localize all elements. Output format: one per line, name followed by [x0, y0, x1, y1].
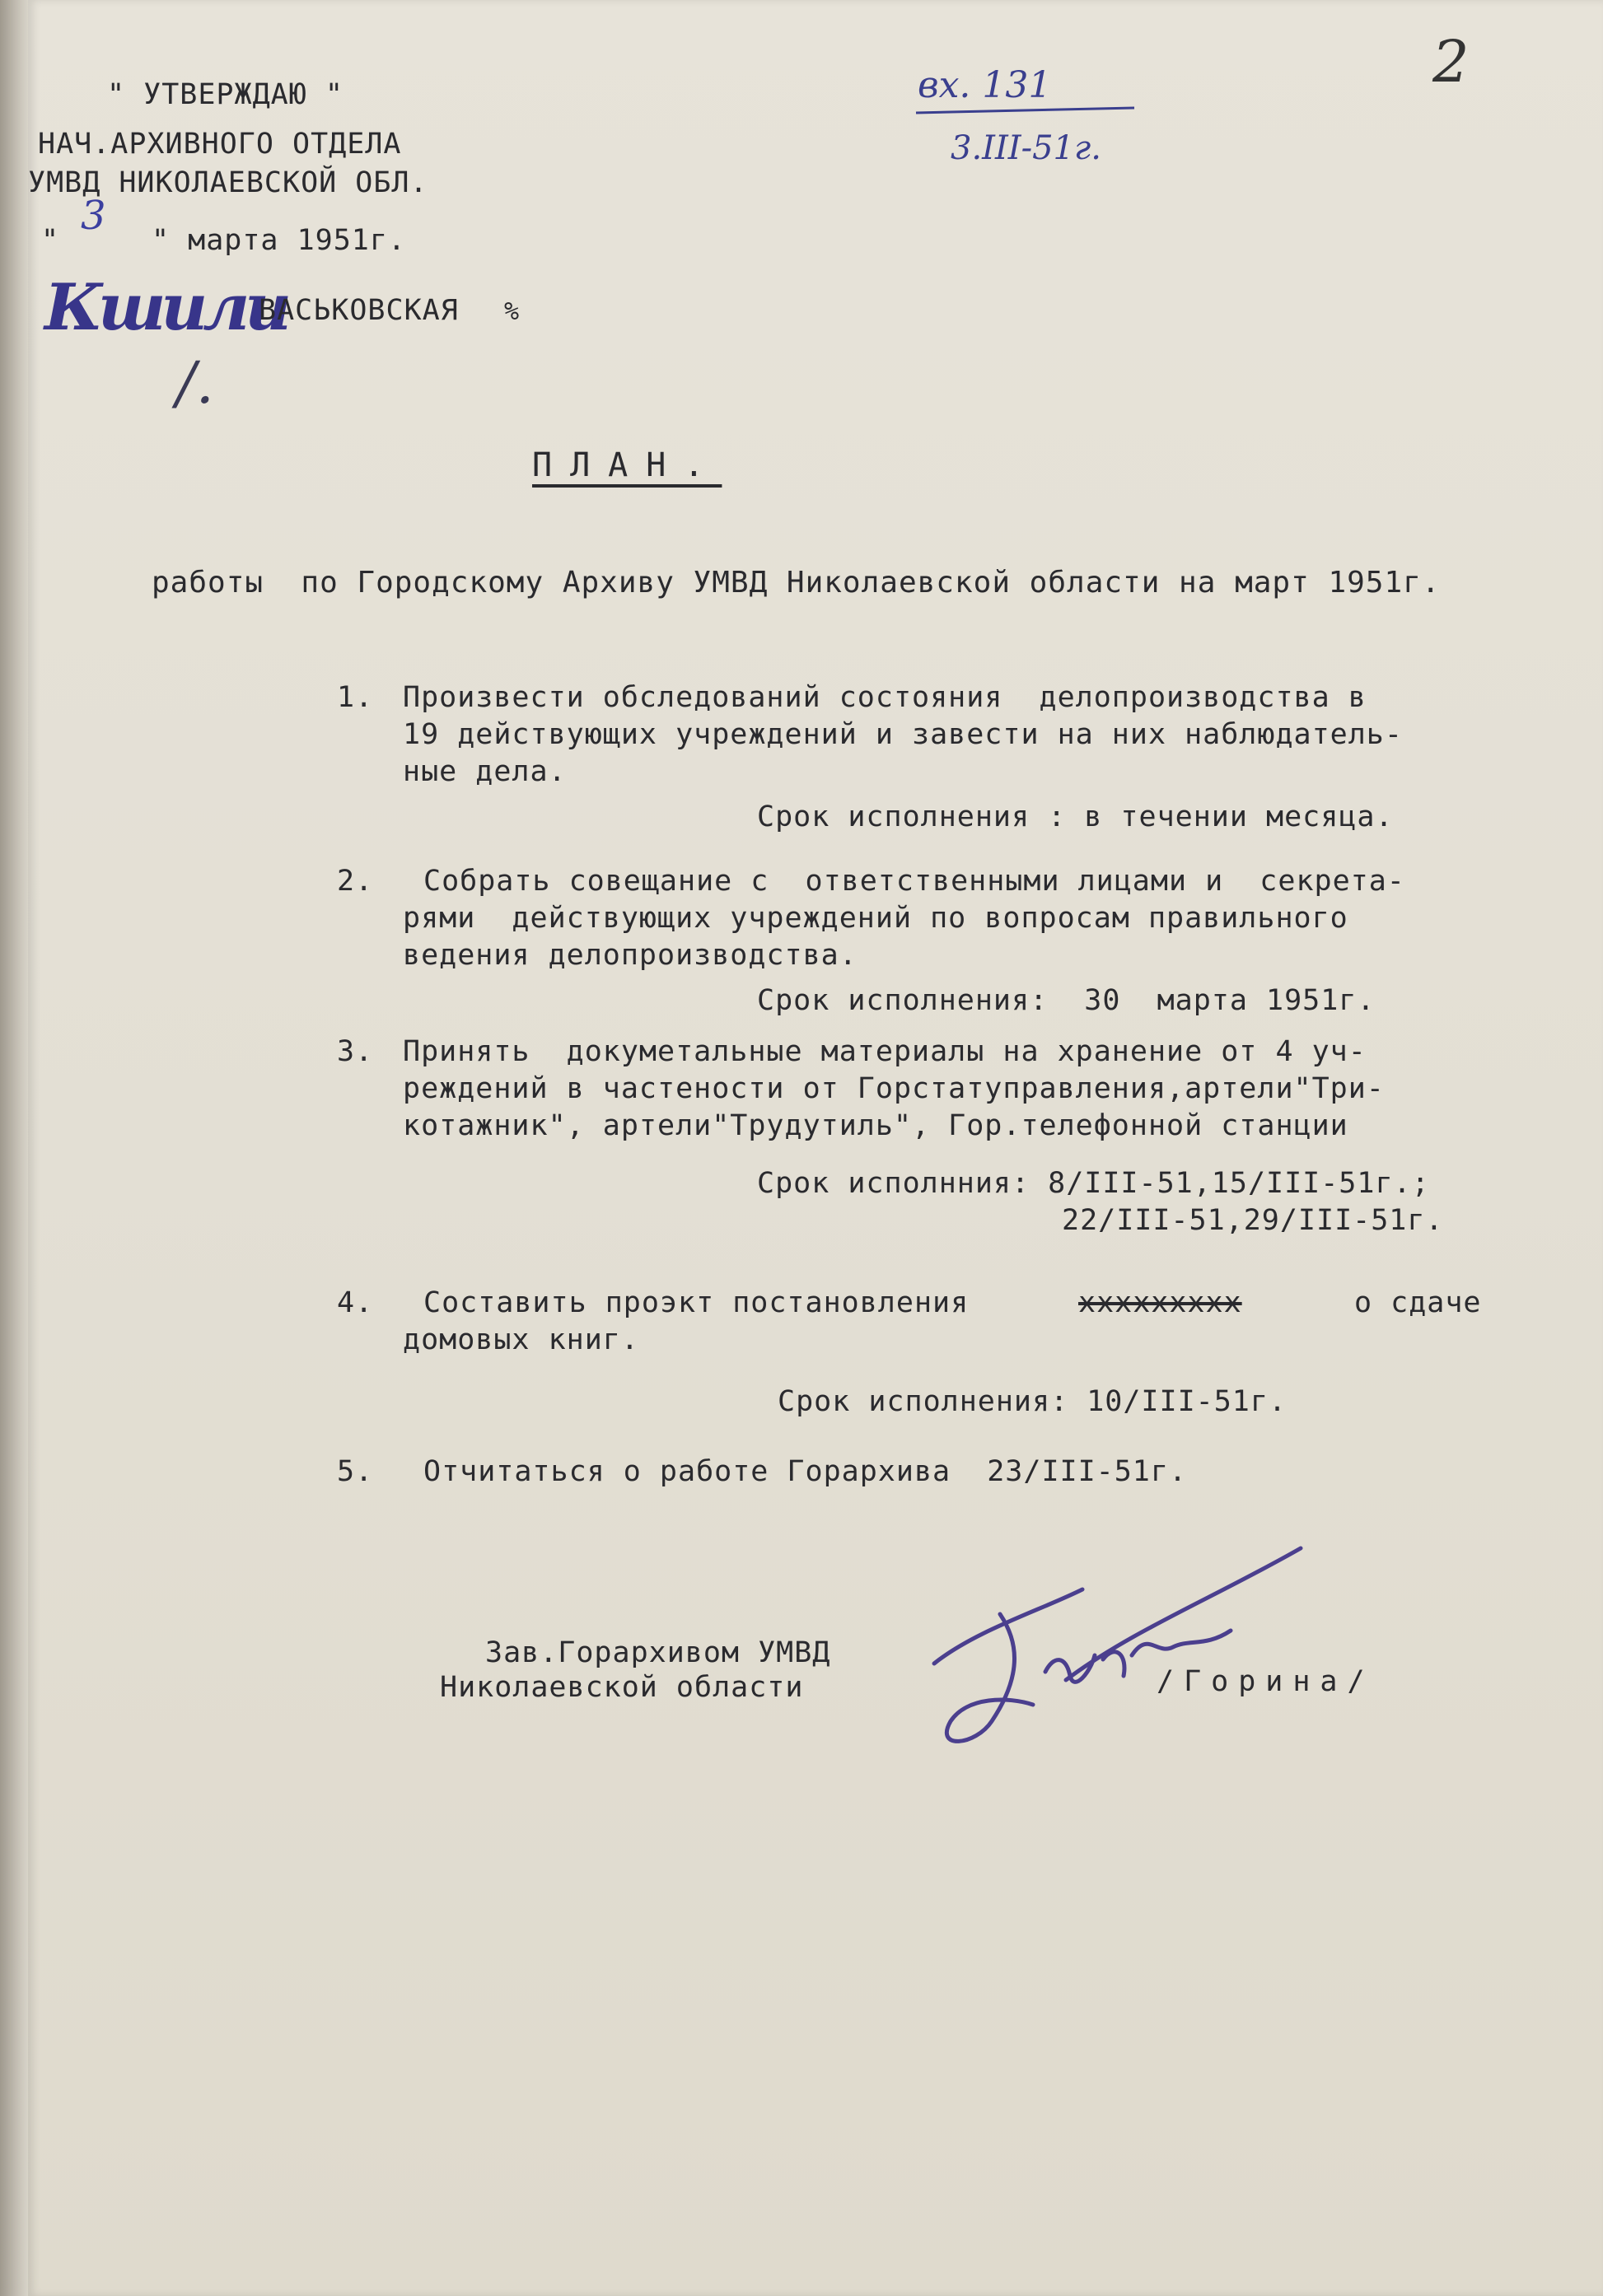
binding-edge: [0, 0, 28, 2296]
item-1-deadline: Срок исполнения : в течении месяца.: [757, 800, 1394, 833]
item-3-line-2: реждений в частености от Горстатуправления,артели"Три-: [403, 1072, 1385, 1105]
registration-date: 3.III-51г.: [951, 129, 1101, 167]
approval-date-rest: " марта 1951г.: [152, 224, 407, 257]
item-2-line-3: ведения делопроизводства.: [403, 939, 858, 972]
approval-header: " УТВЕРЖДАЮ ": [107, 78, 344, 111]
signature-position-line1: Зав.Горархивом УМВД: [485, 1636, 831, 1669]
item-5-number: 5.: [337, 1455, 374, 1488]
document-title: ПЛАН.: [532, 446, 722, 484]
approval-signature: Кшили: [44, 270, 287, 345]
item-4-struck-word: ххххххххх: [1078, 1286, 1242, 1319]
registration-underline: [916, 103, 1138, 119]
approval-signer-mark: %: [504, 297, 521, 326]
item-3-deadline-1: Срок исполнния: 8/III-51,15/III-51г.;: [757, 1167, 1430, 1200]
approval-signer-name: ВАСЬКОВСКАЯ: [259, 294, 459, 327]
item-2-deadline: Срок исполнения: 30 марта 1951г.: [757, 984, 1376, 1017]
approval-position-line1: НАЧ.АРХИВНОГО ОТДЕЛА: [38, 128, 402, 161]
item-2-number: 2.: [337, 865, 374, 898]
item-4-line-2: домовых книг.: [403, 1323, 639, 1356]
item-1-number: 1.: [337, 681, 374, 714]
registration-number: вх. 131: [918, 64, 1052, 106]
item-4-deadline: Срок исполнения: 10/III-51г.: [778, 1385, 1288, 1418]
item-1-line-1: Произвести обследований состояния делопроизводства в: [403, 681, 1367, 714]
item-4-line-1-end: о сдаче: [1354, 1286, 1482, 1319]
item-2-line-1: Собрать совещание с ответственными лицами и секрета-: [423, 865, 1405, 898]
item-3-number: 3.: [337, 1035, 374, 1068]
item-3-deadline-2: 22/III-51,29/III-51г.: [1062, 1204, 1444, 1237]
item-2-line-2: рями действующих учреждений по вопросам правильного: [403, 902, 1348, 935]
approval-position-line2: УМВД НИКОЛАЕВСКОЙ ОБЛ.: [28, 166, 428, 199]
document-subtitle: работы по Городскому Архиву УМВД Николаевской области на март 1951г.: [152, 566, 1441, 600]
page-number: 2: [1432, 28, 1470, 96]
approval-date-quote: ": [41, 224, 60, 257]
item-3-line-3: котажник", артели"Трудутиль", Гор.телефонной станции: [403, 1109, 1348, 1142]
approval-date-day: 3: [81, 193, 106, 239]
document-page: [28, 0, 1603, 2296]
item-3-line-1: Принять докумeтальные материалы на хранение от 4 уч-: [403, 1035, 1367, 1068]
signature-handwritten: [901, 1532, 1313, 1762]
item-4-line-1: Составить проэкт постановления: [423, 1286, 970, 1319]
signature-name: /Горина/: [1157, 1665, 1375, 1698]
item-1-line-3: ные дела.: [403, 755, 567, 788]
item-4-number: 4.: [337, 1286, 374, 1319]
signature-position-line2: Николаевской области: [440, 1671, 804, 1704]
item-5-line-1: Отчитаться о работе Горархива 23/III-51г.: [423, 1455, 1188, 1488]
item-1-line-2: 19 действующих учреждений и завести на них наблюдатель-: [403, 718, 1403, 751]
approval-hand-mark: /.: [176, 349, 214, 417]
